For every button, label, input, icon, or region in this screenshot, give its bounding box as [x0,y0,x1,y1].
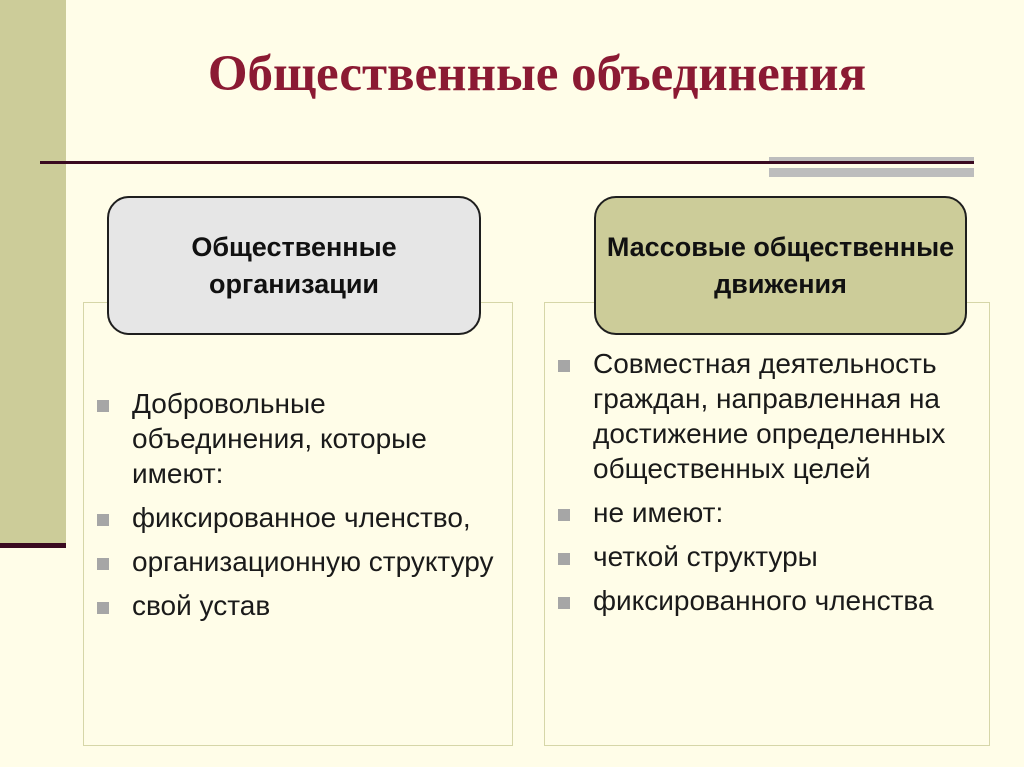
list-item-text: свой устав [132,590,271,621]
list-item [97,500,507,535]
right-column-header [594,196,967,335]
square-bullet-icon [97,558,109,570]
list-item [97,386,507,491]
right-column-header-text: Массовые общественные движения [606,231,955,299]
square-bullet-icon [97,514,109,526]
square-bullet-icon [97,602,109,614]
list-item-text: Добровольные объединения, которые имеют: [132,388,427,489]
list-item-text: организационную структуру [132,546,494,577]
right-column-list [558,346,983,627]
list-item-text: Совместная деятельность граждан, направленная на достижение определенных общественных целей [593,348,946,484]
title-rule-accent-bottom [769,168,974,177]
square-bullet-icon [558,360,570,372]
list-item [558,583,983,618]
list-item-text: фиксированного членства [593,585,934,616]
list-item-text: четкой структуры [593,541,818,572]
square-bullet-icon [558,553,570,565]
list-item-text: не имеют: [593,497,724,528]
square-bullet-icon [558,597,570,609]
page-title: Общественные объединения [207,46,867,102]
left-column-header-text: Общественные организации [191,231,397,299]
list-item [97,544,507,579]
square-bullet-icon [558,509,570,521]
list-item [558,539,983,574]
list-item [97,588,507,623]
side-accent-line [0,543,66,548]
square-bullet-icon [97,400,109,412]
list-item [558,346,983,486]
list-item [558,495,983,530]
title-rule [40,161,974,164]
left-column-list [97,386,507,632]
left-column-header [107,196,481,335]
list-item-text: фиксированное членство, [132,502,471,533]
